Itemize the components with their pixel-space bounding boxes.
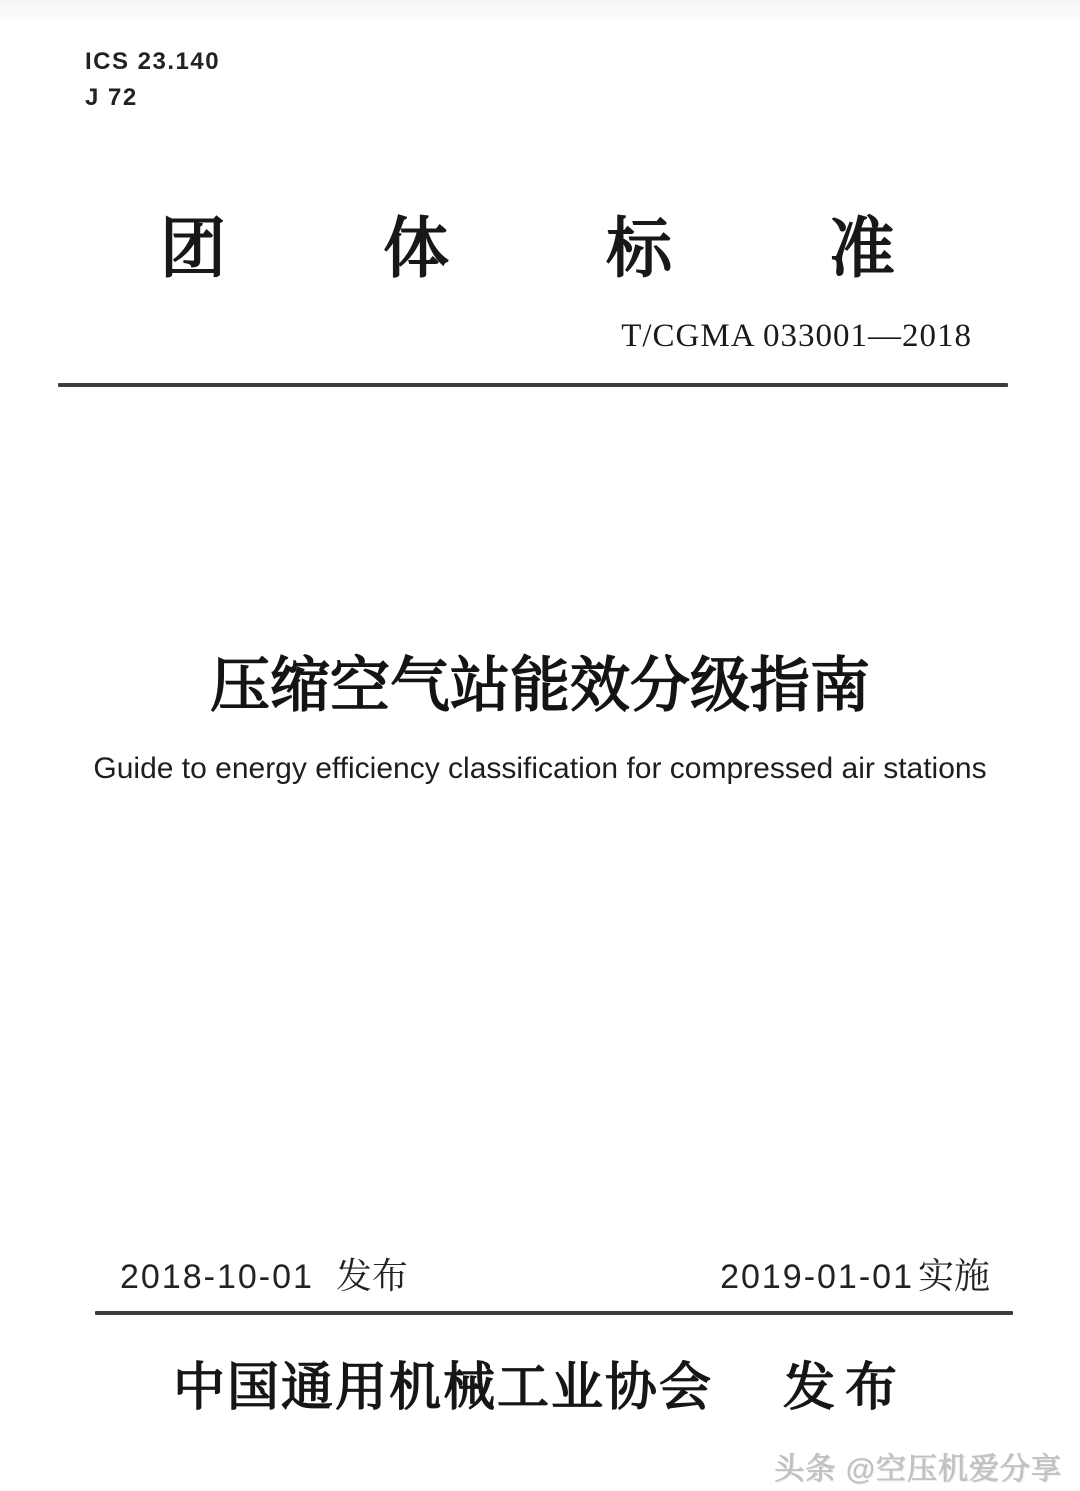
standard-type-char: 体	[383, 213, 449, 286]
standard-type-heading	[160, 210, 895, 290]
implementation-date: 2019-01-01	[720, 1258, 914, 1296]
standard-number: T/CGMA 033001—2018	[621, 318, 972, 354]
standard-type-char: 准	[829, 213, 895, 286]
standard-type-char: 标	[606, 213, 672, 286]
header-rule	[58, 383, 1008, 387]
ics-code: ICS 23.140	[85, 48, 221, 75]
dates-row	[120, 1248, 990, 1299]
publish-action-label: 发布	[783, 1360, 908, 1417]
publisher-name: 中国通用机械工业协会	[172, 1360, 713, 1417]
classification-block	[85, 44, 220, 116]
issue-date-group	[120, 1248, 408, 1299]
issue-date: 2018-10-01	[120, 1258, 314, 1296]
issue-label: 发布	[335, 1256, 408, 1296]
implementation-date-group	[720, 1248, 990, 1299]
publisher-row	[0, 1345, 1080, 1420]
watermark-credit: 头条 @空压机爱分享	[774, 1453, 1062, 1486]
main-title-en: Guide to energy efficiency classification for compressed air stations	[93, 752, 987, 785]
implementation-label: 实施	[917, 1256, 990, 1296]
standard-type-char: 团	[160, 213, 226, 286]
main-title-zh: 压缩空气站能效分级指南	[210, 652, 870, 719]
doc-classification-code: J 72	[85, 84, 138, 111]
footer-rule	[95, 1311, 1013, 1315]
